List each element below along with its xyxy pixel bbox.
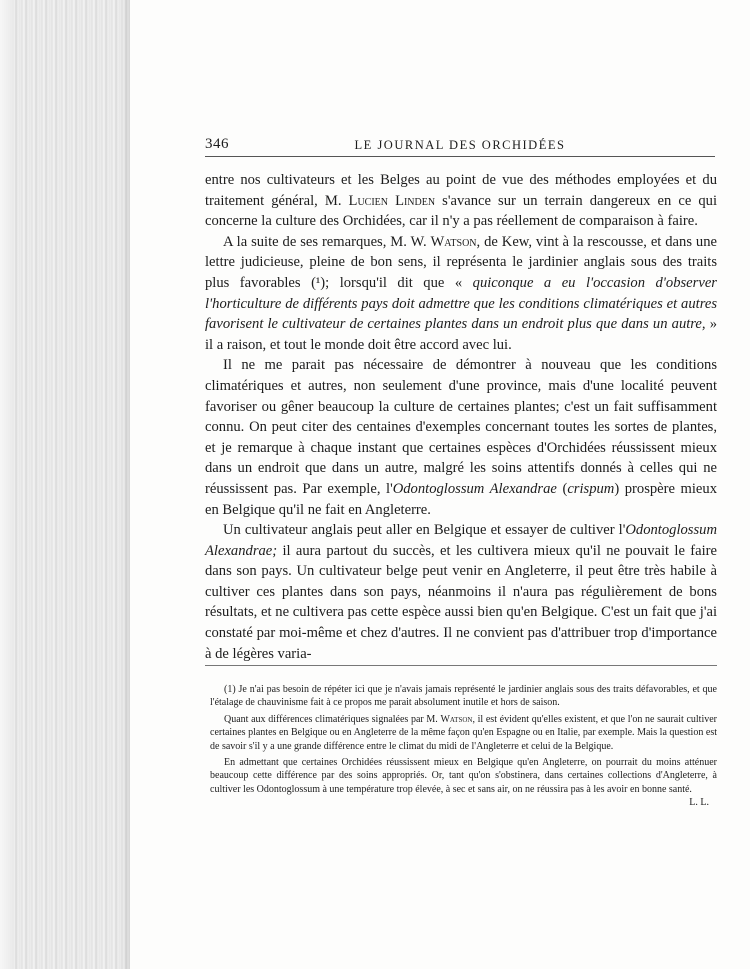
main-text xyxy=(205,170,717,664)
page-number: 346 xyxy=(205,136,229,152)
book-page xyxy=(130,0,750,969)
paragraph-3: Il ne me parait pas nécessaire de démontrer à nouveau que les conditions climatériques et autres, non seulement d'une province, mais d'une localité peuvent favoriser ou gêner beaucoup la culture de certaines plantes; c'est un fait suffisamment connu. On peut citer des centaines d'exemples concernant toutes les sortes de plantes, et je remarque à chaque instant que certaines espèces d'Orchidées réussissent mieux dans un endroit que dans un autre, malgré les soins attentifs donnés à celles qui ne réussissent pas. Par exemple, l'Odontoglossum Alexandrae (crispum) prospère mieux en Belgique qu'il ne fait en Angleterre. xyxy=(205,357,717,518)
species-variety: crispum xyxy=(567,480,615,497)
person-name: Watson xyxy=(440,713,473,725)
footnote-3: En admettant que certaines Orchidées réussissent mieux en Belgique qu'en Angleterre, on pourrait du moins atténuer beaucoup cette différence par des soins appropriés. Or, tant qu'on s'obstinera, dans certaines collections d'Angleterre, à cultiver les Odontoglossum à une température trop élevée, à sec et sans air, on ne réussira pas à les avoir en bonne santé. L. L. xyxy=(210,757,717,809)
species-name: Odontoglossum Alexandrae xyxy=(392,480,557,497)
quotation: quiconque a eu l'occasion d'observer l'horticulture de différents pays doit admettre que les conditions climatériques et autres favorisent le cultivateur de certaines plantes dans un endroit plus que dans un autre, xyxy=(205,274,717,333)
paragraph-2: A la suite de ses remarques, M. W. Watson, de Kew, vint à la rescousse, et dans une lettre judicieuse, pleine de bon sens, il représenta le jardinier anglais sous des traits plus favorables (¹); lorsqu'il dit que « quiconque a eu l'occasion d'observer l'horticulture de différents pays doit admettre que les conditions climatériques et autres favorisent le cultivateur de certaines plantes dans un endroit plus que dans un autre, » il a raison, et tout le monde doit être accord avec lui. xyxy=(205,233,717,353)
paragraph-4: Un cultivateur anglais peut aller en Belgique et essayer de cultiver l'Odontoglossum Alexandrae; il aura partout du succès, et les cultivera mieux qu'il ne pouvait le faire dans son pays. Un cultivateur belge peut venir en Angleterre, il peut être très habile à cultiver ces plantes dans son pays, néanmoins il n'aura pas régulièrement de bons résultats, et ne cultivera pas cette espèce aussi bien qu'en Belgique. C'est un fait que j'ai constaté par moi-même et chez d'autres. Il ne convient pas d'attribuer trop d'importance à de légères varia- xyxy=(205,522,717,662)
signature: L. L. xyxy=(689,797,709,809)
book-gutter xyxy=(0,0,130,969)
footnote-1: (1) Je n'ai pas besoin de répéter ici que je n'avais jamais représenté le jardinier anglais sous des traits défavorables, et que l'étalage de chauvinisme fait à ce propos me parait absolument inutile et hors de saison. xyxy=(210,684,717,709)
footnote-rule xyxy=(205,665,717,666)
person-name: Lucien Linden xyxy=(348,192,436,209)
header-rule xyxy=(205,156,715,157)
footnotes xyxy=(210,683,717,810)
species-name: Odontoglossum Alexandrae; xyxy=(205,522,717,559)
footnote-2: Quant aux différences climatériques signalées par M. Watson, il est évident qu'elles existent, et que l'on ne saurait cultiver certaines plantes en Belgique ou en Angleterre de la même façon qu'en Espagne ou en Italie, par exemple. Mais la question est de savoir s'il y a une grande différence entre le climat du midi de l'Angleterre et celui de la Belgique. xyxy=(210,713,718,752)
person-name: Watson xyxy=(430,233,477,250)
paragraph-1: entre nos cultivateurs et les Belges au point de vue des méthodes employées et du traitement général, M. Lucien Linden s'avance sur un terrain dangereux en ce qui concerne la culture des Orchidées, car il n'y a pas réellement de comparaison à faire. xyxy=(205,172,718,230)
running-title: LE JOURNAL DES ORCHIDÉES xyxy=(354,138,566,152)
